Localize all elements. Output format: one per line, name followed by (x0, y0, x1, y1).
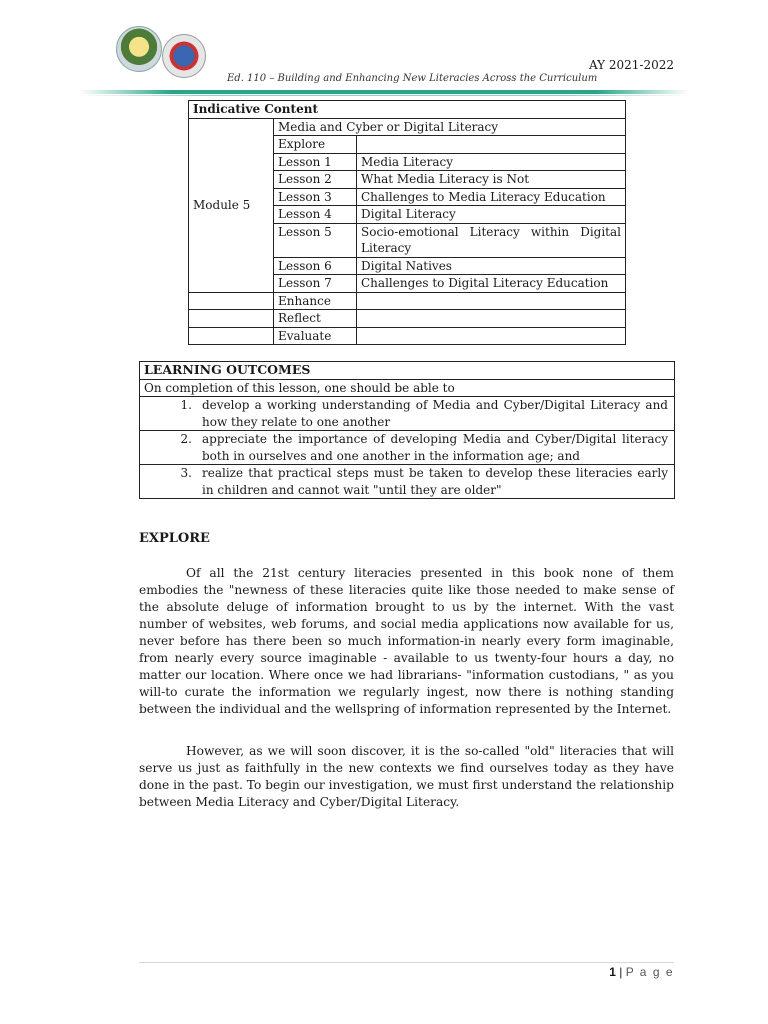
header-divider-thin (80, 95, 688, 96)
lesson-label: Enhance (274, 292, 357, 310)
paragraph-text: Of all the 21st century literacies presented in this book none of them embodies the "newness of these literacies quite like those needed to make sense of the absolute deluge of information brought to us by the internet. With the vast number of websites, web forums, and social media applications now available for us, never before has there been so much information-in nearly every form imaginable, from nearly every source imaginable - available to us twenty-four hours a day, no matter our location. Where once we had librarians- "information custodians, " as you will-to curate the information we regularly ingest, now there is nothing standing between the individual and the wellspring of information represented by the Internet. (139, 566, 674, 716)
footer-divider (139, 962, 674, 963)
lesson-label: Evaluate (274, 327, 357, 345)
lesson-title: Digital Natives (357, 257, 626, 275)
lesson-label: Lesson 1 (274, 153, 357, 171)
footer-separator: | (619, 965, 623, 979)
lesson-label: Lesson 5 (274, 223, 357, 257)
lesson-label: Lesson 2 (274, 171, 357, 189)
lesson-title: Media Literacy (357, 153, 626, 171)
academic-year: AY 2021-2022 (588, 58, 674, 72)
lesson-title: Socio-emotional Literacy within Digital Literacy (357, 223, 626, 257)
explore-paragraph-1 (139, 565, 674, 718)
paragraph-text: However, as we will soon discover, it is the so-called "old" literacies that will serve us just as faithfully in the new contexts we find ourselves today as they have done in the past. To begin our investigation, we must first understand the relationship between Media Literacy and Cyber/Digital Literacy. (139, 744, 674, 809)
lesson-title (357, 292, 626, 310)
lesson-title (357, 136, 626, 154)
lesson-label: Explore (274, 136, 357, 154)
table-row (140, 397, 675, 431)
lesson-title: Challenges to Digital Literacy Education (357, 275, 626, 293)
empty-cell (189, 310, 274, 328)
module-label: Module 5 (189, 118, 274, 292)
empty-cell (189, 327, 274, 345)
outcome-text: realize that practical steps must be taken to develop these literacies early in children and cannot wait "until they are older" (202, 466, 668, 497)
outcome-text: develop a working understanding of Media and Cyber/Digital Literacy and how they relate to one another (202, 398, 668, 429)
page-footer (609, 965, 674, 979)
table-row (189, 327, 626, 345)
learning-outcomes-intro: On completion of this lesson, one should be able to (140, 379, 675, 397)
table-row (140, 431, 675, 465)
lesson-title: Challenges to Media Literacy Education (357, 188, 626, 206)
indicative-content-heading: Indicative Content (189, 101, 626, 119)
indicative-content-table (188, 100, 626, 345)
list-item (140, 465, 674, 498)
course-title: Ed. 110 – Building and Enhancing New Literacies Across the Curriculum (227, 73, 598, 84)
header-divider (80, 90, 688, 94)
table-row (140, 465, 675, 499)
lesson-label: Reflect (274, 310, 357, 328)
module-topic: Media and Cyber or Digital Literacy (274, 118, 626, 136)
lesson-label: Lesson 3 (274, 188, 357, 206)
outcome-number: 1. (180, 398, 192, 412)
learning-outcomes-table (139, 361, 675, 499)
explore-heading: EXPLORE (139, 531, 210, 546)
learning-outcomes-heading: LEARNING OUTCOMES (140, 362, 675, 380)
lesson-title: What Media Literacy is Not (357, 171, 626, 189)
empty-cell (189, 292, 274, 310)
outcome-text: appreciate the importance of developing Media and Cyber/Digital literacy both in ourselves and one another in the information age; and (202, 432, 668, 463)
lesson-title (357, 310, 626, 328)
outcome-number: 3. (180, 466, 192, 480)
table-row (189, 310, 626, 328)
table-row (189, 292, 626, 310)
lesson-label: Lesson 4 (274, 206, 357, 224)
page-number: 1 (609, 965, 616, 979)
lesson-label: Lesson 6 (274, 257, 357, 275)
list-item (140, 397, 674, 430)
school-seal-icon (116, 26, 162, 72)
list-item (140, 431, 674, 464)
lesson-title (357, 327, 626, 345)
outcome-number: 2. (180, 432, 192, 446)
lesson-label: Lesson 7 (274, 275, 357, 293)
explore-paragraph-2 (139, 743, 674, 811)
college-seal-icon (162, 34, 206, 78)
lesson-title: Digital Literacy (357, 206, 626, 224)
page-label: P a g e (625, 965, 674, 979)
